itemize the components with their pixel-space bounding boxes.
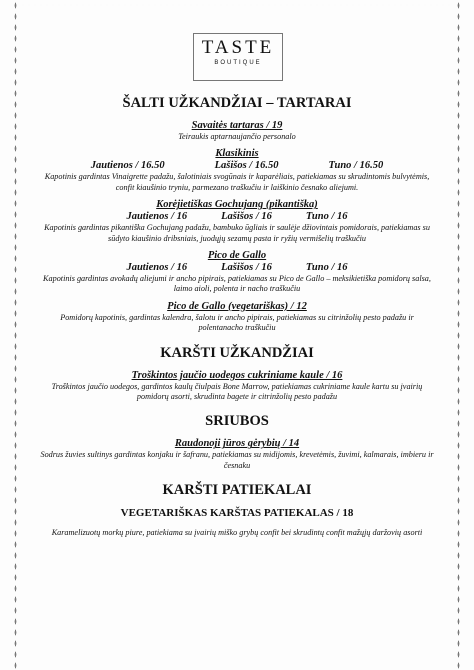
price-salmon: Lašišos / 16 bbox=[221, 262, 272, 274]
menu-item-weekly-tartare bbox=[28, 120, 446, 142]
menu-item-vegetarian-main bbox=[28, 528, 446, 538]
menu-item-korean bbox=[28, 199, 446, 244]
menu-item-pico-de-gallo bbox=[28, 250, 446, 295]
section-title-soups: SRIUBOS bbox=[205, 413, 269, 430]
menu-item-classic bbox=[28, 148, 446, 193]
price-beef: Jautienos / 16.50 bbox=[90, 160, 165, 172]
section-title-cold: ŠALTI UŽKANDŽIAI – TARTARAI bbox=[122, 95, 352, 111]
price-row bbox=[28, 211, 446, 223]
item-description: Sodrus žuvies sultinys gardintas konjaku ir šafranu, patiekiamas su midijomis, krevetėmis, žuvimi, kalmarais, imbieru ir česnaku bbox=[40, 450, 434, 470]
item-name: Savaitės tartaras / 19 bbox=[191, 120, 283, 131]
price-row bbox=[28, 262, 446, 274]
item-description: Kapotinis gardintas avokadų aliejumi ir ancho pipirais, patiekiamas su Pico de Gallo – meksikietiška pomidorų salsa, laimo aioli, polenta ir nacho traškučiu bbox=[43, 274, 431, 294]
price-tuna: Tuno / 16 bbox=[305, 211, 348, 223]
item-description: Teiraukis aptarnaujančio personalo bbox=[178, 132, 296, 141]
price-beef: Jautienos / 16 bbox=[126, 211, 188, 223]
section-title-hot-mains: KARŠTI PATIEKALAI bbox=[162, 482, 312, 499]
item-description: Troškintos jaučio uodegos, gardintos kaulų čiulpais Bone Marrow, patiekiamas cukriniame kaule kartu su įvairių pomidorų asorti, skrudinta bagete ir citrinžolių pesto padažu bbox=[51, 381, 423, 402]
menu-item-seafood-soup bbox=[28, 438, 446, 471]
price-tuna: Tuno / 16.50 bbox=[328, 160, 384, 172]
menu-content bbox=[28, 94, 446, 545]
item-name: Pico de Gallo bbox=[207, 250, 267, 262]
page-edge-right bbox=[457, 0, 460, 670]
price-beef: Jautienos / 16 bbox=[126, 262, 188, 274]
item-description: Kapotinis gardintas Vinaigrette padažu, šalotiniais svogūnais ir kaparėliais, patiekiamas su skrudintomis bulvytėmis, confit kiaušinio tryniu, parmezano traškučiu ir laiškinio česnako aliejumi. bbox=[44, 172, 430, 192]
item-description: Pomidorų kapotinis, gardintas kalendra, šalotu ir ancho pipirais, patiekiamas su citrinžolių pesto padažu ir polentanacho traškučiu bbox=[60, 312, 414, 333]
page-edge-top bbox=[20, 4, 454, 6]
item-description: Karamelizuotų morkų piure, patiekiama su įvairių miško grybų confit bei skrudintų confit mažųjų daržovių asorti bbox=[51, 528, 423, 538]
page-edge-left bbox=[14, 0, 17, 670]
item-description: Kapotinis gardintas pikantiška Gochujang padažu, bambuko ūgliais ir saulėje džiovintais pomidorais, patiekiamas su sūdyto kiaušinio dribsniais, juodųjų sezamų pasta ir ryžių vermišelių traškučiu bbox=[44, 223, 430, 243]
price-salmon: Lašišos / 16 bbox=[221, 211, 272, 223]
logo-main-text: TASTE bbox=[201, 37, 275, 58]
item-name: Troškintos jaučio uodegos cukriniame kaule / 16 bbox=[131, 369, 343, 381]
section-title-hot-starters: KARŠTI UŽKANDŽIAI bbox=[160, 344, 314, 361]
price-row bbox=[28, 160, 446, 172]
taste-boutique-logo bbox=[193, 33, 283, 81]
price-tuna: Tuno / 16 bbox=[305, 262, 348, 274]
menu-item-oxtail bbox=[28, 370, 446, 403]
item-name: Raudonoji jūros gėrybių / 14 bbox=[174, 438, 300, 450]
price-salmon: Lašišos / 16.50 bbox=[214, 160, 279, 172]
subsection-title-vegetarian: VEGETARIŠKAS KARŠTAS PATIEKALAS / 18 bbox=[120, 507, 354, 520]
menu-item-pico-veg bbox=[28, 301, 446, 334]
item-name: Pico de Gallo (vegetariškas) / 12 bbox=[167, 300, 307, 312]
item-name: Klasikinis bbox=[215, 148, 259, 160]
logo-sub-text: BOUTIQUE bbox=[214, 60, 262, 66]
item-name: Korėjietiškas Gochujang (pikantiška) bbox=[156, 199, 318, 211]
